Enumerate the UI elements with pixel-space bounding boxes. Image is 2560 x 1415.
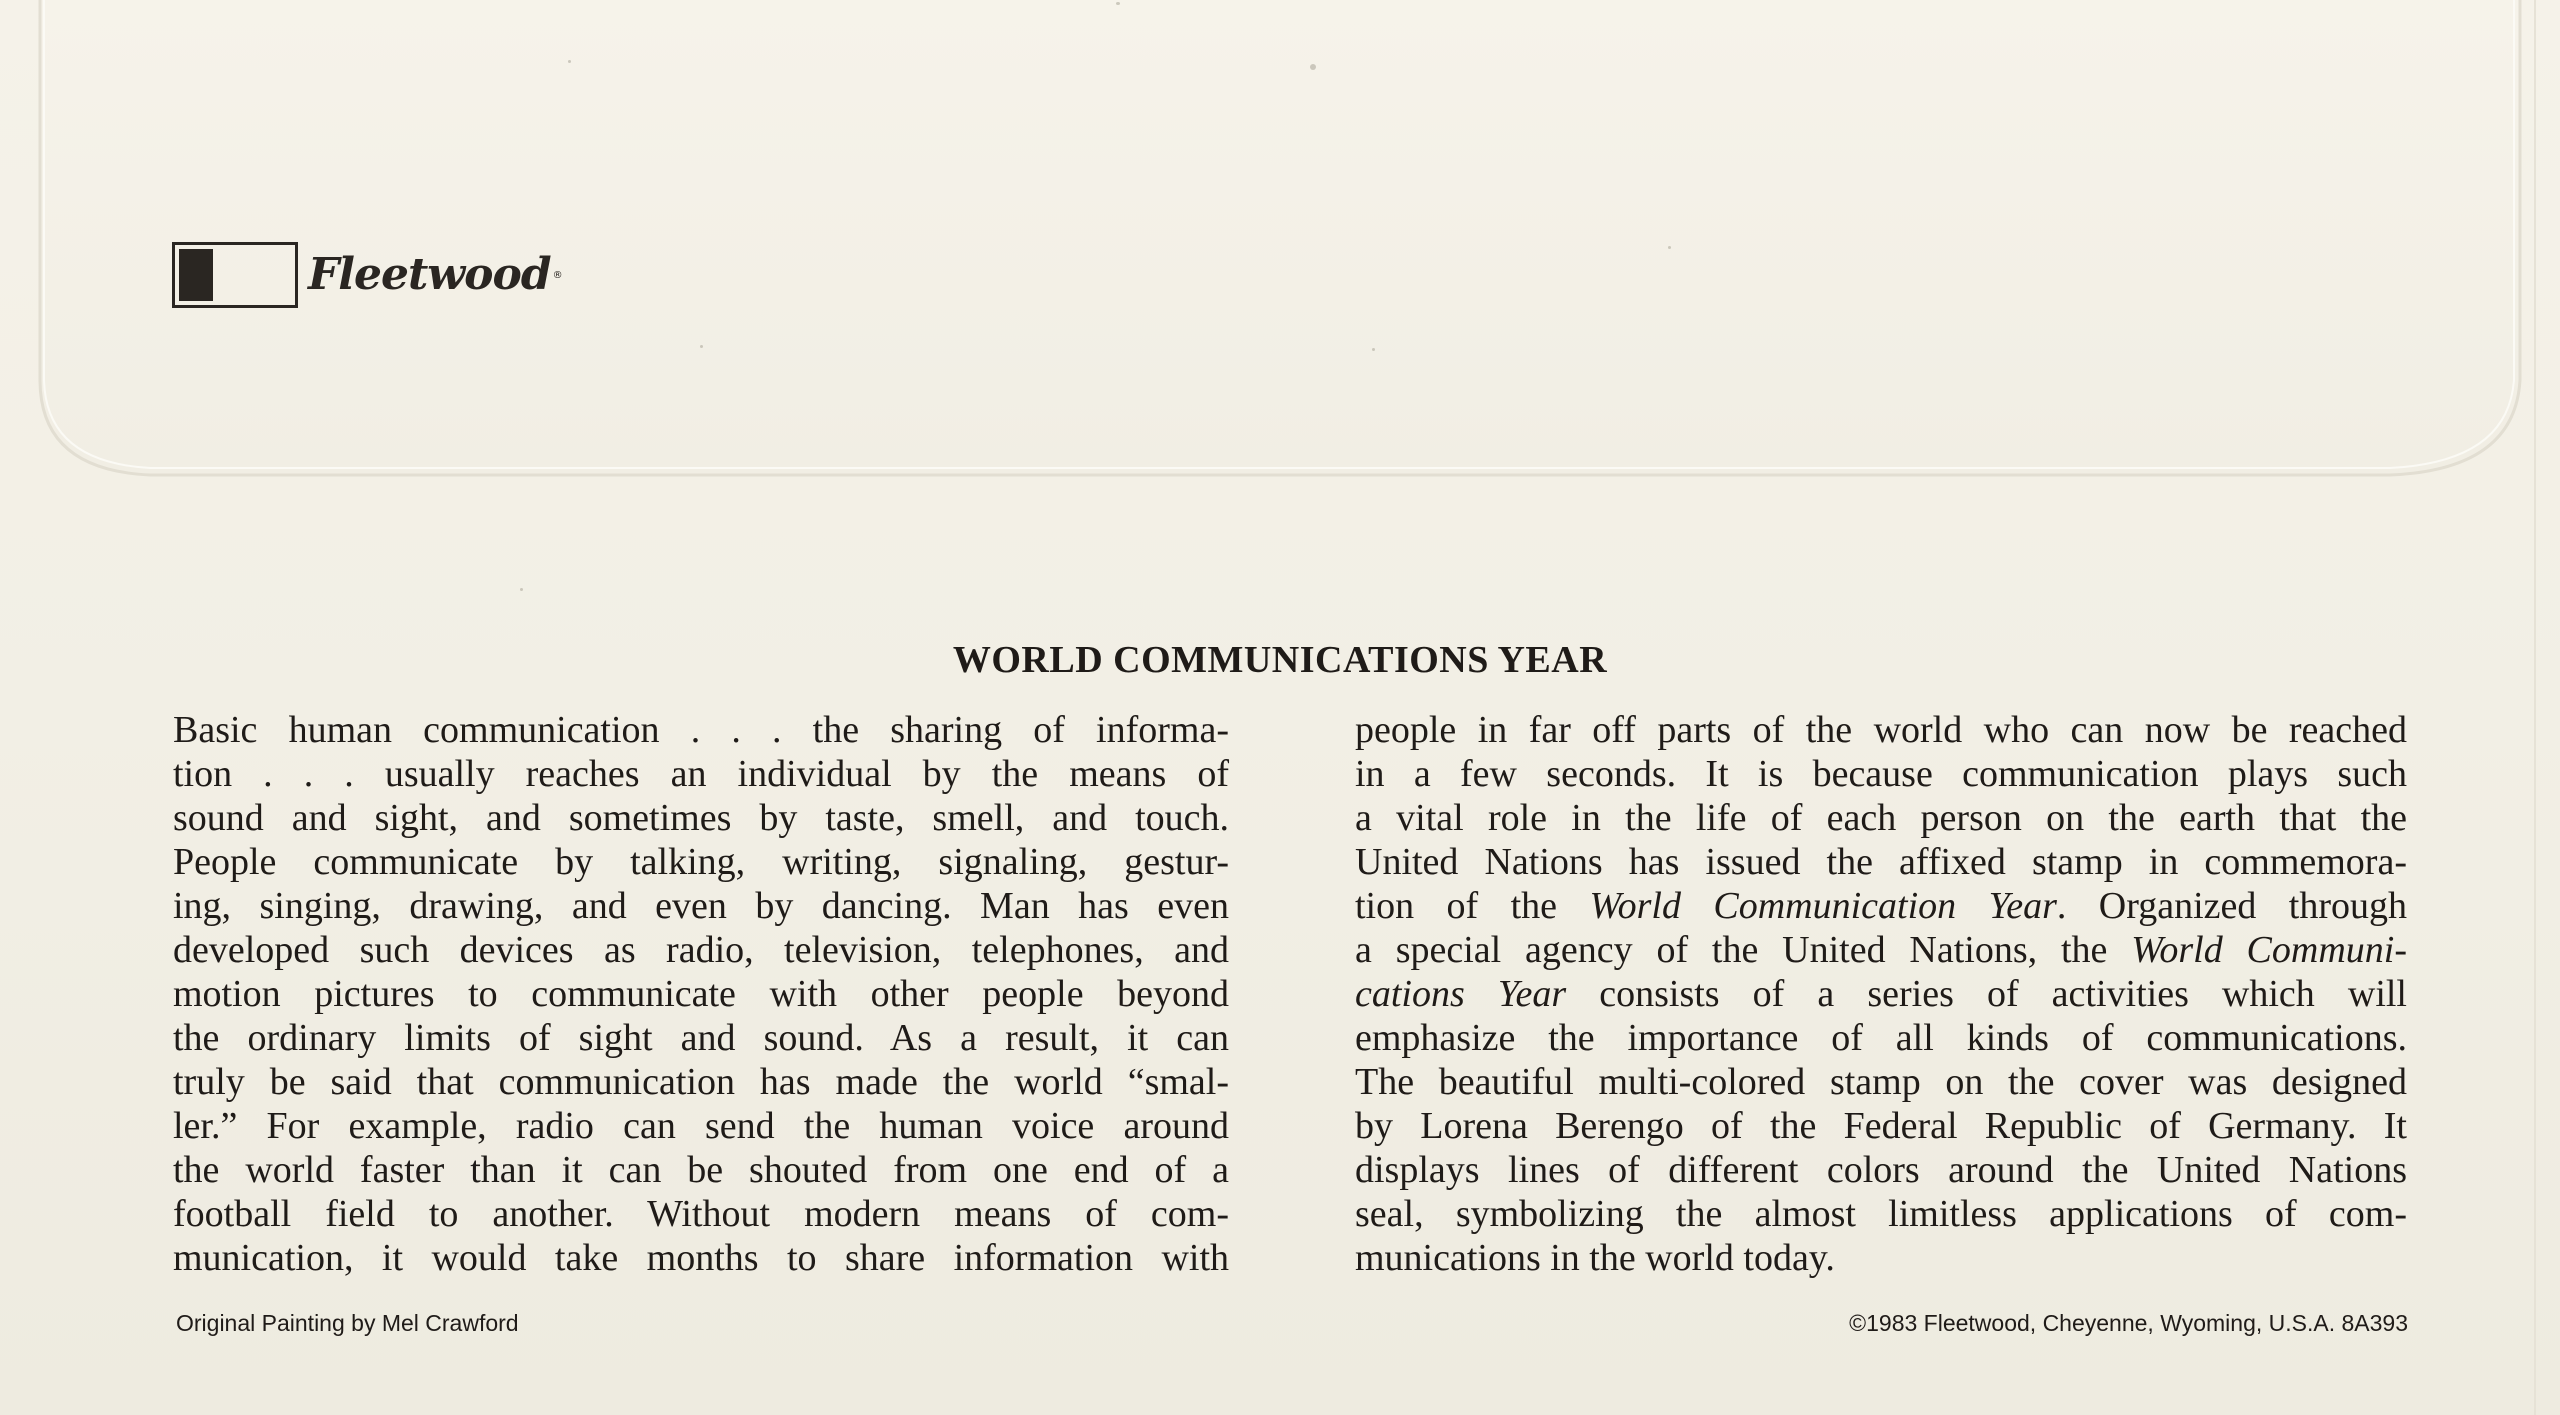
text-line: in a few seconds. It is because communication plays such — [1355, 753, 2407, 795]
text-line: the world faster than it can be shouted from one end of a — [173, 1149, 1229, 1191]
paper-speck — [520, 588, 523, 591]
text-line: tion . . . usually reaches an individual by the means of — [173, 753, 1229, 795]
text-run: . Organized through — [2056, 885, 2407, 927]
fleetwood-logo — [172, 242, 563, 308]
painting-credit: Original Painting by Mel Crawford — [176, 1310, 519, 1336]
paper-speck — [1372, 348, 1375, 351]
text-line: a vital role in the life of each person on the earth that the — [1355, 797, 2407, 839]
text-line: United Nations has issued the affixed stamp in commemora- — [1355, 841, 2407, 883]
fleetwood-wordmark: Fleetwood — [308, 249, 551, 300]
text-line — [1355, 884, 2407, 928]
text-line: people in far off parts of the world who can now be reached — [1355, 709, 2407, 751]
text-line: People communicate by talking, writing, signaling, gestur- — [173, 841, 1229, 883]
text-line: The beautiful multi-colored stamp on the cover was designed — [1355, 1061, 2407, 1103]
paper-speck — [1668, 246, 1671, 249]
text-line: displays lines of different colors around the United Nations — [1355, 1149, 2407, 1191]
paper-speck — [1116, 2, 1120, 5]
italic-event-name: cations Year — [1355, 973, 1567, 1015]
italic-event-name: World Communi- — [2131, 929, 2407, 971]
text-line — [1355, 972, 2407, 1016]
text-line: ing, singing, drawing, and even by dancing. Man has even — [173, 885, 1229, 927]
text-line: motion pictures to communicate with other people beyond — [173, 973, 1229, 1015]
copyright-notice: ©1983 Fleetwood, Cheyenne, Wyoming, U.S.A. 8A393 — [1849, 1310, 2408, 1336]
text-line — [1355, 928, 2407, 972]
italic-event-name: World Communication Year — [1589, 885, 2057, 927]
text-line: munications in the world today. — [1355, 1237, 1835, 1279]
text-line: munication, it would take months to share information with — [173, 1237, 1229, 1279]
paper-speck — [1310, 64, 1316, 70]
text-line: Basic human communication . . . the sharing of informa- — [173, 709, 1229, 751]
left-text-column — [173, 708, 1229, 1280]
text-line: ler.” For example, radio can send the human voice around — [173, 1105, 1229, 1147]
text-run: a special agency of the United Nations, the — [1355, 929, 2132, 971]
text-line: truly be said that communication has made the world “smal- — [173, 1061, 1229, 1103]
text-line: the ordinary limits of sight and sound. As a result, it can — [173, 1017, 1229, 1059]
fleetwood-box-logo-icon — [172, 242, 298, 308]
text-line: sound and sight, and sometimes by taste, smell, and touch. — [173, 797, 1229, 839]
paper-speck — [700, 345, 703, 348]
text-line: by Lorena Berengo of the Federal Republic of Germany. It — [1355, 1105, 2407, 1147]
page-title: WORLD COMMUNICATIONS YEAR — [952, 639, 1608, 681]
text-run: consists of a series of activities which will — [1566, 973, 2407, 1015]
registered-mark: ® — [552, 269, 563, 281]
text-line: football field to another. Without modern means of com- — [173, 1193, 1229, 1235]
text-run: tion of the — [1355, 885, 1590, 927]
text-line: developed such devices as radio, television, telephones, and — [173, 929, 1229, 971]
text-line: seal, symbolizing the almost limitless applications of com- — [1355, 1193, 2407, 1235]
text-line: emphasize the importance of all kinds of communications. — [1355, 1017, 2407, 1059]
paper-speck — [568, 60, 571, 63]
right-text-column — [1355, 708, 2407, 1280]
